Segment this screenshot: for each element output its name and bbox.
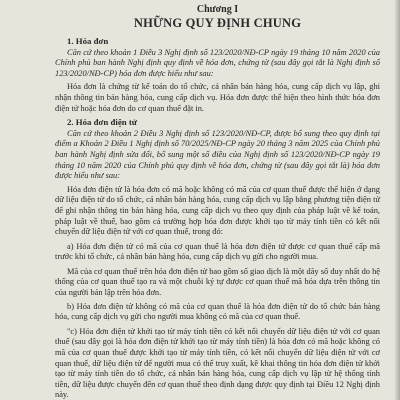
paragraph: Hóa đơn là chứng từ kế toán do tổ chức, cá nhân bán hàng hóa, cung cấp dịch vụ lập, ghi nhận thông tin bán hàng hóa, cung cấp dịch vụ. Hóa đơn được thể hiện theo hình thức hóa đơn điện tử hoặc hóa đơn do cơ quan thuế đặt in. [55, 82, 380, 113]
paragraph: Căn cứ theo khoản 2 Điều 3 Nghị định số 123/2020/NĐ-CP, được bổ sung theo quy định tại điểm a Khoản 2 Điều 1 Nghị định số 70/2025/NĐ-CP ngày 20 tháng 3 năm 2025 của Chính phủ ban hành Nghị định sửa đổi, bổ sung một số điều của Nghị định số 123/2020/NĐ-CP ngày 19 tháng 10 năm 2020 của Chính phủ quy định về hóa đơn, chứng từ (sau đây gọi tắt là) hóa đơn được hiểu như sau: [55, 128, 380, 181]
chapter-label: Chương I [196, 4, 239, 15]
paragraph: Mã của cơ quan thuế trên hóa đơn điện tử bao gồm số giao dịch là một dãy số duy nhất do hệ thống của cơ quan thuế tạo ra và một chuỗi ký tự được cơ quan thuế mã hóa dựa trên thông tin của người bán lập trên hóa đơn. [55, 266, 380, 298]
paragraph: b) Hóa đơn điện tử không có mã của cơ quan thuế là hóa đơn điện tử do tổ chức bán hàng hóa, cung cấp dịch vụ gửi cho người mua không có mã của cơ quan thuế. [55, 301, 380, 322]
paragraph: Căn cứ theo khoản 1 Điều 3 Nghị định số 123/2020/NĐ-CP ngày 19 tháng 10 năm 2020 của Chính phủ ban hành Nghị định quy định về hóa đơn, chứng từ (sau đây gọi tắt là Nghị định số 123/2020/NĐ-CP) hóa đơn được hiểu như sau: [55, 47, 380, 78]
paragraph: "c) Hóa đơn điện tử khởi tạo từ máy tính tiền có kết nối chuyển dữ liệu điện tử với cơ quan thuế (sau đây gọi là hóa đơn điện tử khởi tạo từ máy tính tiền) là hóa đơn có mã hoặc không có mã của cơ quan thuế được khởi tạo từ máy tính tiền, có kết nối chuyển dữ liệu điện tử với cơ quan thuế, dữ liệu điện tử để người mua có thể truy xuất, kê khai thông tin hóa đơn điện tử khởi tạo từ máy tính tiền do tổ chức, cá nhân bán hàng hóa, cung cấp dịch vụ lập từ hệ thống tính tiền, dữ liệu được chuyển đến cơ quan thuế theo định dạng được quy định tại Điều 12 Nghị định này. [55, 326, 380, 400]
chapter-title: NHỮNG QUY ĐỊNH CHUNG [133, 16, 302, 30]
document-text [55, 4, 380, 400]
paragraph: a) Hóa đơn điện tử có mã của cơ quan thuế là hóa đơn điện tử được cơ quan thuế cấp mã trước khi tổ chức, cá nhân bán hàng hóa, cung cấp dịch vụ gửi cho người mua. [55, 241, 380, 262]
paragraph: Hóa đơn điện tử là hóa đơn có mã hoặc không có mã của cơ quan thuế được thể hiện ở dạng dữ liệu điện tử do tổ chức, cá nhân bán hàng hóa, cung cấp dịch vụ lập bằng phương tiện điện tử để ghi nhận thông tin bán hàng hóa, cung cấp dịch vụ theo quy định của pháp luật về kế toán, pháp luật về thuế, bao gồm cả trường hợp hóa đơn được khởi tạo từ máy tính tiền có kết nối chuyển dữ liệu điện tử với cơ quan thuế, trong đó: [55, 184, 380, 237]
section-heading-1: 1. Hóa đơn [67, 36, 109, 46]
section-heading-2: 2. Hóa đơn điện tử [67, 117, 138, 128]
